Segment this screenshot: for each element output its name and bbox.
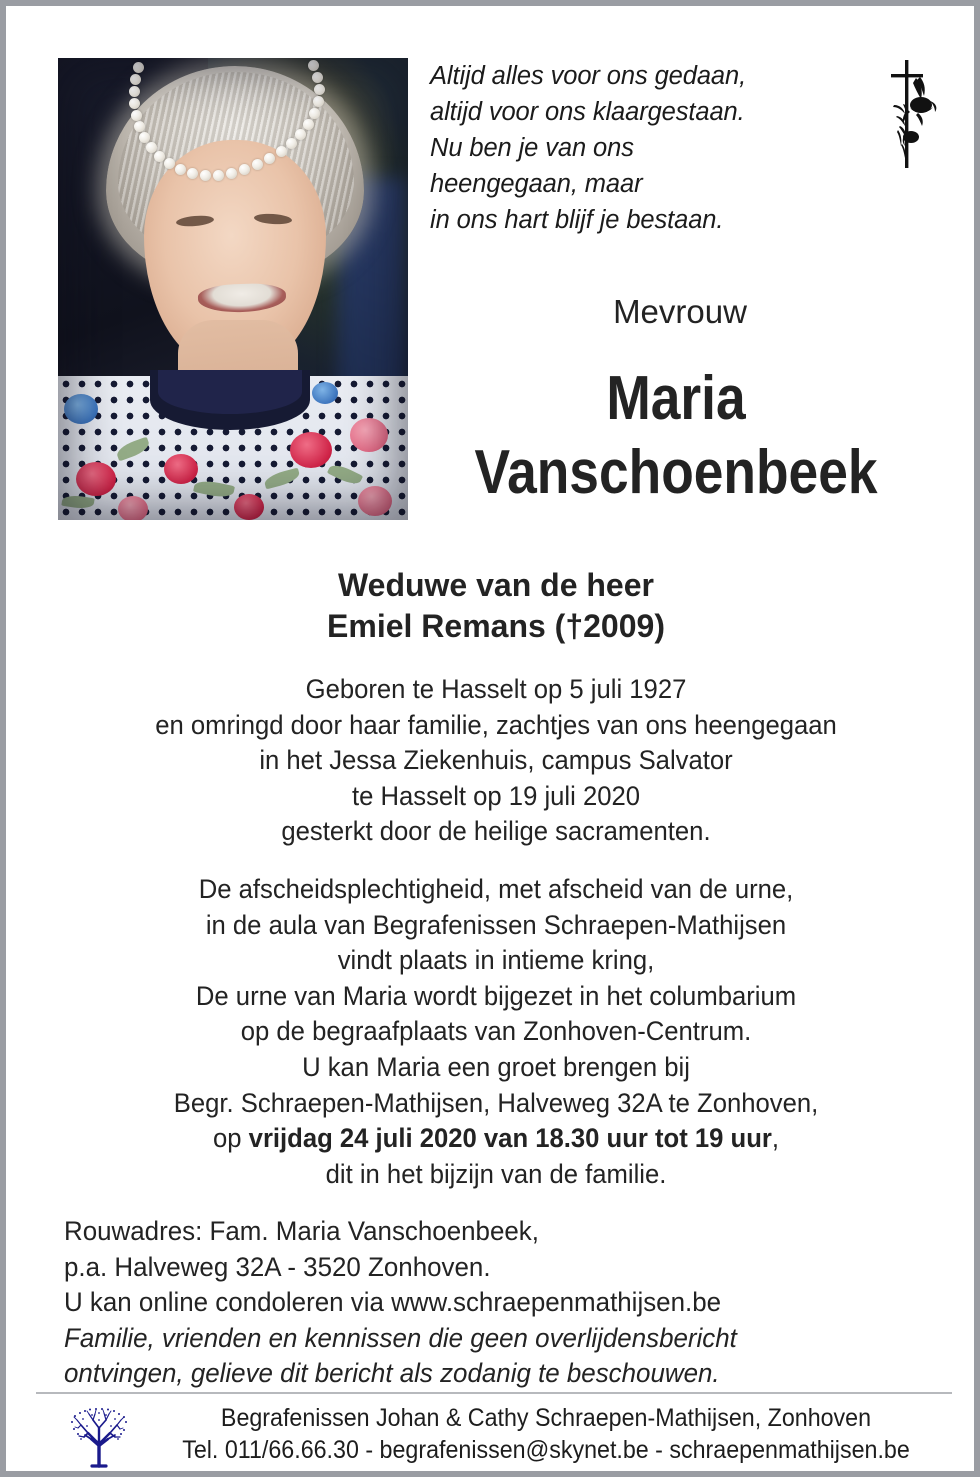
widow-line: Emiel Remans (†2009) — [327, 608, 665, 644]
mourning-address — [64, 1214, 909, 1392]
ceremony-line: in de aula van Begrafenissen Schraepen-Mathijsen — [205, 909, 787, 940]
visiting-datetime: vrijdag 24 juli 2020 van 18.30 uur tot 19 uur — [248, 1123, 772, 1154]
visiting-suffix: , — [771, 1123, 779, 1154]
birth-death-line: Geboren te Hasselt op 5 juli 1927 — [305, 674, 687, 704]
address-line: p.a. Halveweg 32A - 3520 Zonhoven. — [64, 1251, 491, 1282]
birth-death-line: te Hasselt op 19 juli 2020 — [351, 780, 641, 811]
first-name: Maria — [606, 364, 746, 433]
deceased-name — [452, 362, 899, 510]
funeral-home-contact: Tel. 011/66.66.30 - begrafenissen@skynet.be - schraepenmathijsen.be — [182, 1436, 910, 1464]
birth-death-line: en omringd door haar familie, zachtjes van ons heengegaan — [155, 709, 837, 740]
condolence-line: U kan online condoleren via www.schraepenmathijsen.be — [64, 1287, 722, 1317]
ceremony-visiting-line — [59, 1121, 933, 1157]
poem-line: altijd voor ons klaargestaan. — [430, 98, 745, 126]
cross-with-rose-and-wheat-icon — [872, 58, 946, 170]
footer-divider — [36, 1392, 952, 1394]
notice-line: ontvingen, gelieve dit bericht als zodanig te beschouwen. — [64, 1358, 720, 1388]
funeral-home-name: Begrafenissen Johan & Cathy Schraepen-Mathijsen, Zonhoven — [220, 1404, 872, 1432]
poem-line: Nu ben je van ons — [430, 134, 634, 162]
ceremony-line: De afscheidsplechtigheid, met afscheid van de urne, — [198, 874, 794, 904]
ceremony-line: De urne van Maria wordt bijgezet in het columbarium — [195, 980, 797, 1011]
birth-death-line: in het Jessa Ziekenhuis, campus Salvator — [259, 745, 733, 775]
photo-vignette — [58, 58, 408, 520]
last-name: Vanschoenbeek — [474, 438, 878, 507]
widow-line: Weduwe van de heer — [338, 567, 654, 603]
portrait-photo — [58, 58, 408, 520]
footer — [36, 1402, 952, 1468]
funeral-home-info — [168, 1402, 923, 1466]
poem-line: Altijd alles voor ons gedaan, — [430, 62, 747, 90]
birth-death-line: gesterkt door de heilige sacramenten. — [281, 816, 711, 846]
ceremony-line: Begr. Schraepen-Mathijsen, Halveweg 32A te Zonhoven, — [173, 1087, 819, 1118]
ceremony-line: dit in het bijzijn van de familie. — [325, 1158, 667, 1189]
widow-of-statement — [46, 565, 946, 647]
ceremony-line: U kan Maria een groet brengen bij — [302, 1051, 690, 1082]
tree-logo-icon — [68, 1408, 130, 1468]
address-line: Rouwadres: Fam. Maria Vanschoenbeek, — [64, 1216, 539, 1246]
poem-line: heengegaan, maar — [430, 170, 643, 198]
notice-line: Familie, vrienden en kennissen die geen overlijdensbericht — [64, 1322, 737, 1353]
birth-death-details — [59, 672, 933, 850]
ceremony-details — [59, 872, 933, 1192]
visiting-prefix: op — [213, 1123, 249, 1154]
poem-line: in ons hart blijf je bestaan. — [430, 206, 724, 234]
ceremony-line: vindt plaats in intieme kring, — [337, 945, 655, 976]
poem — [430, 58, 860, 238]
ceremony-line: op de begraafplaats van Zonhoven-Centrum. — [240, 1016, 752, 1047]
salutation: Mevrouw — [613, 293, 747, 330]
